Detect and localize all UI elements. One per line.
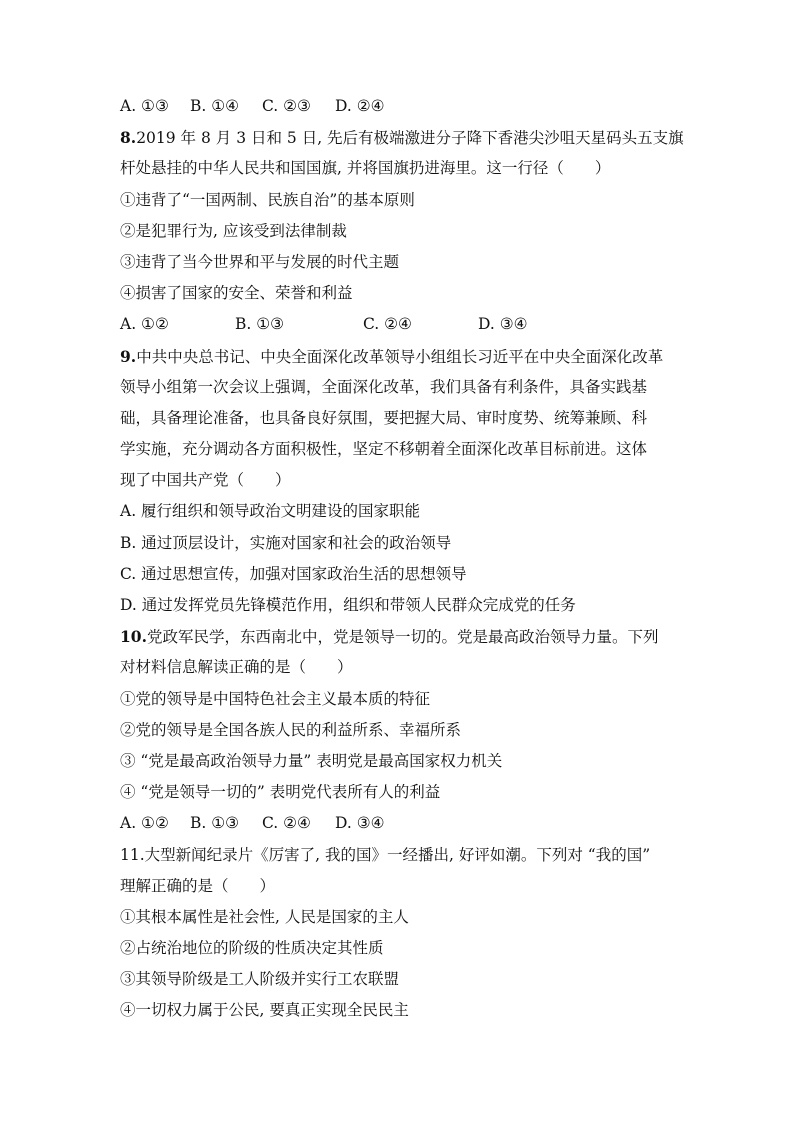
question-8: [120, 122, 684, 340]
q11-item: ④一切权力属于公民, 要真正实现全民民主: [120, 1001, 409, 1020]
q9-option-d: D. 通过发挥党员先锋模范作用，组织和带领人民群众完成党的任务: [120, 596, 576, 614]
q9-stem-line: 领导小组第一次会议上强调，全面深化改革，我们具备有利条件，具备实践基: [120, 377, 648, 396]
q11-stem-line: 理解正确的是（ ）: [120, 876, 276, 895]
q8-option-b: B. ①③: [235, 315, 285, 334]
q11-item: ①其根本属性是社会性, 人民是国家的主人: [120, 907, 409, 926]
q9-option-a: A. 履行组织和领导政治文明建设的国家职能: [120, 502, 421, 521]
q10-options: [120, 808, 680, 839]
q8-option-c: C. ②④: [363, 315, 412, 334]
q10-option-a: A. ①②: [120, 814, 169, 833]
q9-stem-line: 9.中共中央总书记、中央全面深化改革领导小组组长习近平在中央全面深化改革: [120, 346, 664, 366]
q7-option-d: D. ②④: [335, 97, 385, 115]
q7-options: [120, 91, 680, 122]
q8-item: ④损害了国家的安全、荣誉和利益: [120, 284, 353, 303]
q8-item: ①违背了“一国两制、民族自治”的基本原则: [120, 190, 415, 209]
question-9: [120, 341, 680, 622]
q10-stem-line: 对材料信息解读正确的是（ ）: [120, 658, 353, 677]
q10-option-d: D. ③④: [335, 814, 385, 833]
q11-number: 11.: [120, 845, 145, 864]
q8-stem-line: 8.2019 年 8 月 3 日和 5 日, 先后有极端激进分子降下香港尖沙咀天星码头五支旗: [120, 128, 684, 148]
q10-item: ①党的领导是中国特色社会主义最本质的特征: [120, 689, 431, 708]
q8-option-d: D. ③④: [478, 315, 528, 334]
exam-page: [120, 91, 684, 1027]
q8-stem-line: 杆处悬挂的中华人民共和国国旗, 并将国旗扔进海里。这一行径（ ）: [120, 159, 611, 178]
q10-option-b: B. ①③: [190, 814, 240, 833]
q8-option-a: A. ①②: [120, 315, 169, 334]
q9-stem-line: 础，具备理论准备，也具备良好氛围，要把握大局、审时度势、统筹兼顾、科: [120, 408, 648, 427]
question-11: [120, 840, 680, 1027]
q8-number: 8.: [120, 128, 137, 148]
q8-options: [120, 309, 680, 340]
q9-number: 9.: [120, 346, 137, 366]
q9-stem-line: 现了中国共产党（ ）: [120, 471, 291, 490]
q11-stem-line: 11.大型新闻纪录片《厉害了, 我的国》一经播出, 好评如潮。下列对 “我的国”: [120, 845, 651, 864]
q11-item: ③其领导阶级是工人阶级并实行工农联盟: [120, 970, 400, 989]
q11-item: ②占统治地位的阶级的性质决定其性质: [120, 939, 384, 958]
q9-option-b: B. 通过顶层设计，实施对国家和社会的政治领导: [120, 533, 452, 552]
q8-item: ③违背了当今世界和平与发展的时代主题: [120, 252, 400, 271]
q10-option-c: C. ②④: [262, 814, 311, 833]
q8-item: ②是犯罪行为, 应该受到法律制裁: [120, 221, 347, 240]
q9-stem-line: 学实施，充分调动各方面积极性，坚定不移朝着全面深化改革目标前进。这体: [120, 440, 648, 459]
q10-number: 10.: [120, 627, 147, 647]
q10-item: ②党的领导是全国各族人民的利益所系、幸福所系: [120, 720, 462, 739]
q9-option-c: C. 通过思想宣传，加强对国家政治生活的思想领导: [120, 564, 467, 583]
q7-option-b: B. ①④: [190, 97, 240, 115]
question-10: [120, 621, 680, 839]
q7-option-a: A. ①③: [120, 97, 169, 115]
q7-option-c: C. ②③: [262, 97, 311, 115]
q10-item: ④ “党是领导一切的” 表明党代表所有人的利益: [120, 783, 441, 802]
q10-stem-line: 10.党政军民学，东西南北中，党是领导一切的。党是最高政治领导力量。下列: [120, 627, 659, 647]
q10-item: ③ “党是最高政治领导力量” 表明党是最高国家权力机关: [120, 751, 503, 770]
